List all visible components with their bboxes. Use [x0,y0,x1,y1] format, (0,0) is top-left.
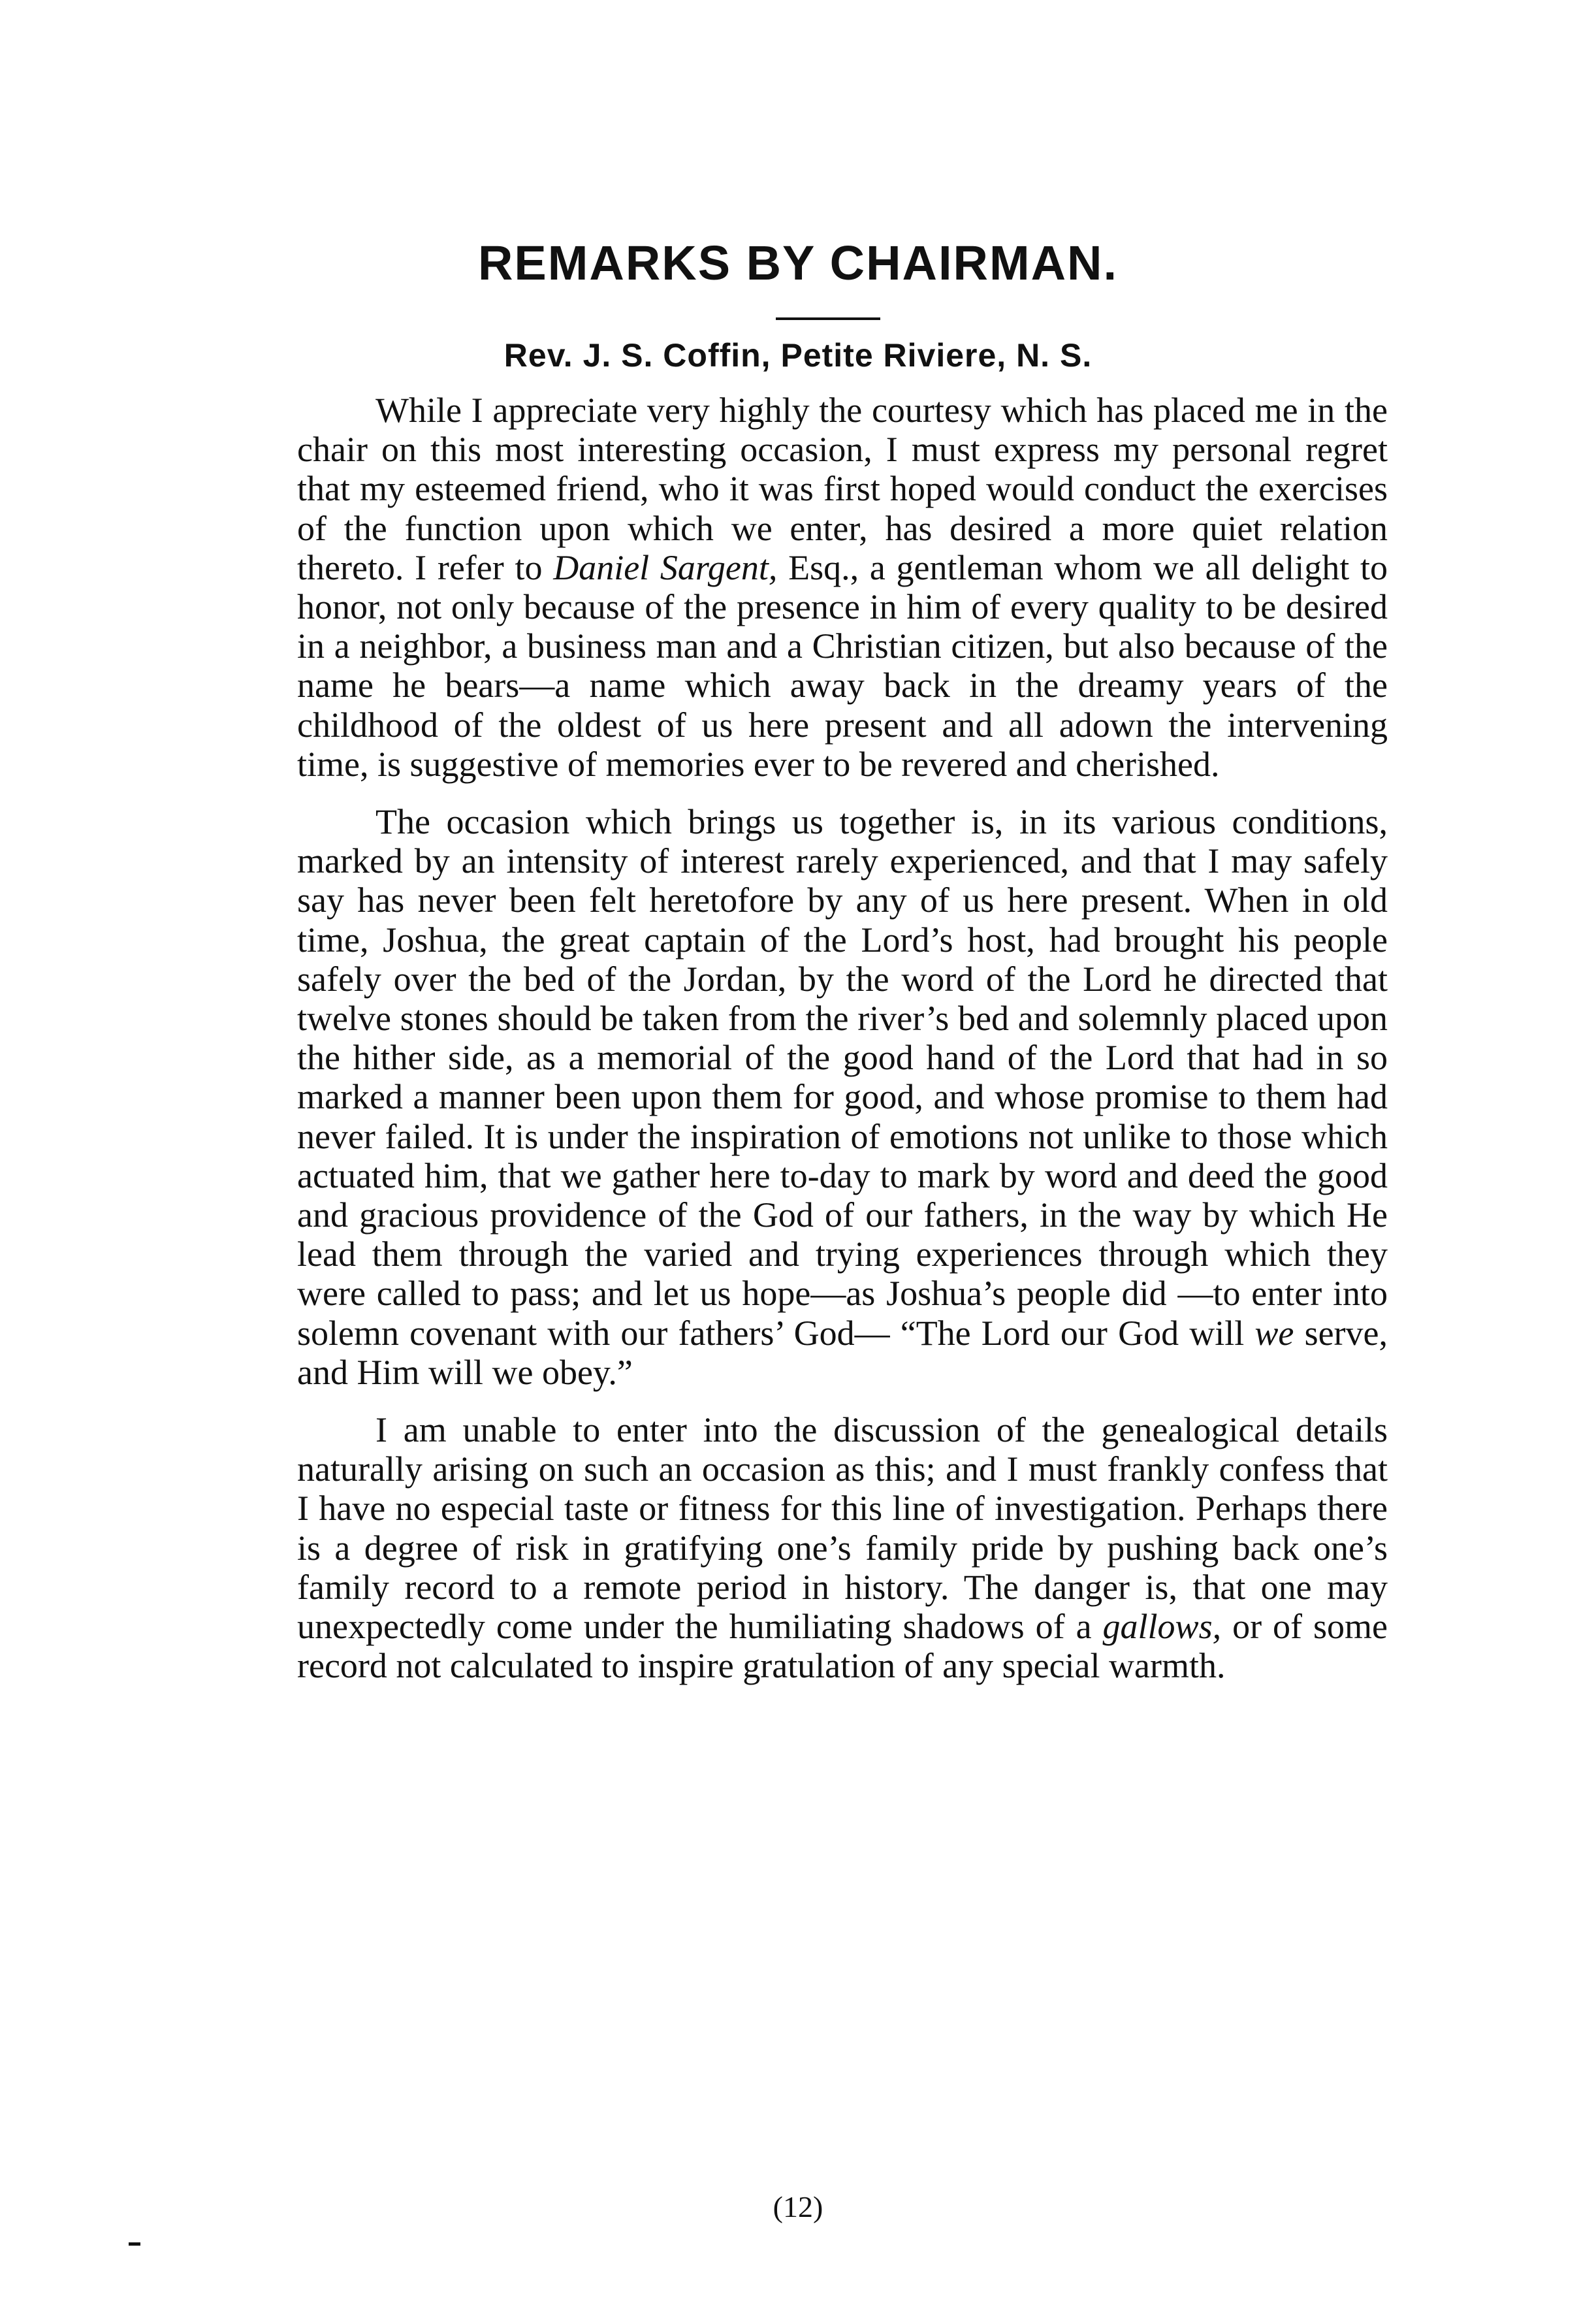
paragraph-2-text-a: The occasion which brings us together is, in its various conditions, marked by an intensity of interest rarely experienced, and that I may safely say has never been felt heretofore by any of us here present. When in old time, Joshua, the great captain of the Lord’s host, had brought his people safely over the bed of the Jordan, by the word of the Lord he directed that twelve stones should be taken from the river’s bed and solemnly placed upon the hither side, as a memorial of the good hand of the Lord that had in so marked a manner been upon them for good, and whose promise to them had never failed. It is under the inspiration of emotions not unlike to those which actuated him, that we gather here to-day to mark by word and deed the good and gracious providence of the God of our fathers, in the way by which He lead them through the varied and trying experiences through which they were called to pass; and let us hope—as Joshua’s people did —to enter into solemn covenant with our fathers’ God— “The Lord our God will [297,802,1388,1353]
paragraph-2 [297,802,1388,1392]
paragraph-1 [297,391,1388,784]
paragraph-3-text-c: or of some record not calculated to inspire gratulation of any special warmth. [297,1607,1388,1686]
page-number: (12) [773,2190,823,2223]
paragraph-1-text-c: Esq., a gentleman whom we all delight to honor, not only because of the presence in him of every quality to be desired in a neighbor, a business man and a Christian citizen, but also because of the name he bears—a name which away back in the dreamy years of the childhood of the oldest of us here present and all adown the intervening time, is suggestive of memories ever to be revered and cherished. [297,547,1388,784]
margin-mark [129,2242,140,2246]
paragraph-2-italic-word: we [1254,1313,1294,1353]
paragraph-1-text-a: While I appreciate very highly the courtesy which has placed me in the chair on this most interesting occasion, I must express my personal regret that my esteemed friend, who it was first hoped would conduct the exercises of the function upon which we enter, has desired a more quiet relation thereto. I refer to [297,391,1388,587]
paragraph-3-text-a: I am unable to enter into the discussion of the genealogical details naturally arising on such an occasion as this; and I must frankly confess that I have no especial taste or fitness for this line of investigation. Perhaps there is a degree of risk in gratifying one’s family pride by pushing back one’s family record to a remote period in history. The danger is, that one may unexpectedly come under the humiliating shadows of a [297,1410,1388,1647]
title-rule [776,317,880,320]
page-title: REMARKS BY CHAIRMAN. [477,236,1119,290]
paragraph-3 [297,1410,1388,1685]
paragraph-2-text-c: serve, and Him will we obey.” [297,1313,1388,1392]
byline: Rev. J. S. Coffin, Petite Riviere, N. S. [503,337,1093,374]
paragraph-3-italic-word: gallows, [1102,1607,1222,1647]
body-text [297,391,1388,1704]
paragraph-1-italic-name: Daniel Sargent, [553,547,778,587]
